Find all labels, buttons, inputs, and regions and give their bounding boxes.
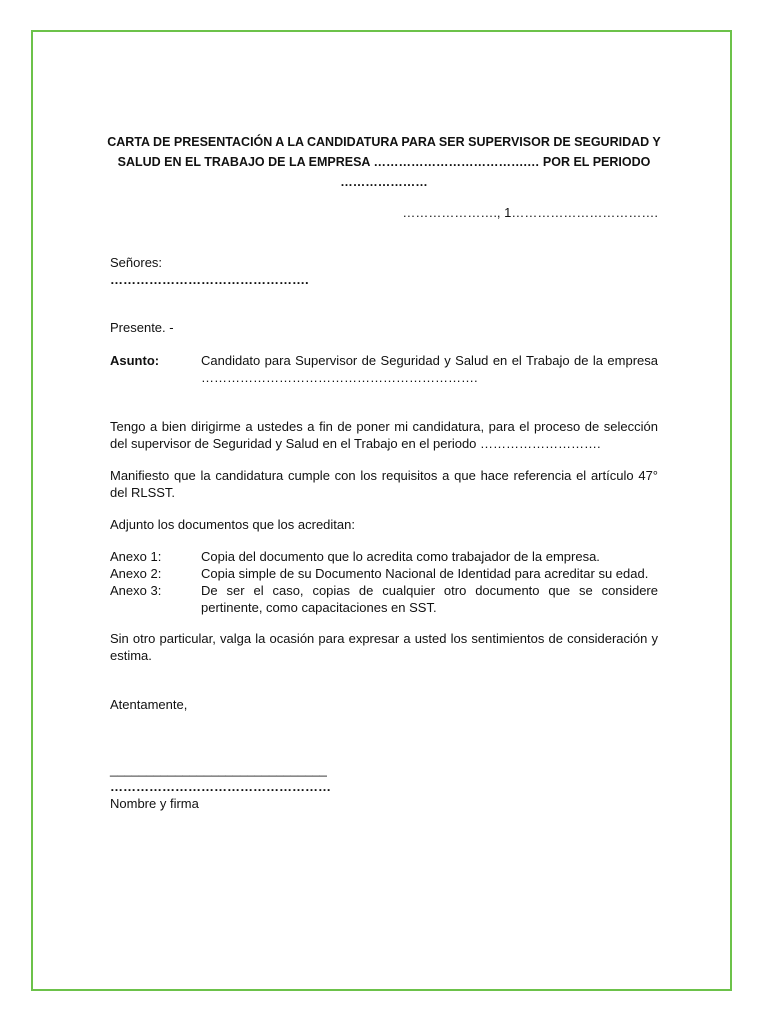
annex-text: De ser el caso, copias de cualquier otro documento que se considere pertinente, como capacitaciones en SST. [201, 583, 658, 615]
title-line-1: CARTA DE PRESENTACIÓN A LA CANDIDATURA PARA SER SUPERVISOR DE SEGURIDAD Y [107, 135, 661, 149]
subject-label: Asunto: [110, 353, 160, 368]
annex-item [110, 565, 658, 582]
annex-text: Copia del documento que lo acredita como trabajador de la empresa. [201, 549, 600, 564]
letter-title [100, 132, 668, 192]
annex-list [110, 548, 658, 616]
annex-item [110, 548, 658, 565]
paragraph-requirements: Manifiesto que la candidatura cumple con los requisitos a que hace referencia el artículo 47° del RLSST. [110, 468, 658, 500]
signature-block [110, 761, 658, 812]
recipient-block [110, 254, 658, 288]
annex-label: Anexo 1: [110, 549, 162, 564]
signoff: Atentamente, [110, 697, 188, 712]
signature-line: ______________________________ [110, 762, 327, 777]
presente-line: Presente. - [110, 320, 174, 335]
closing-paragraph: Sin otro particular, valga la ocasión para expresar a usted los sentimientos de consideración y estima. [110, 631, 658, 663]
subject-block [110, 352, 658, 386]
annex-text: Copia simple de su Documento Nacional de Identidad para acreditar su edad. [201, 566, 649, 581]
annex-label: Anexo 2: [110, 566, 162, 581]
salutation: Señores: [110, 255, 163, 270]
signature-dots: …………………………………………… [110, 779, 331, 794]
subject-text: Candidato para Supervisor de Seguridad y Salud en el Trabajo de la empresa ………………………………………………………. [201, 353, 658, 385]
paragraph-attachments: Adjunto los documentos que los acreditan: [110, 517, 355, 532]
title-line-2: SALUD EN EL TRABAJO DE LA EMPRESA ……………………………….… POR EL PERIODO ………………… [117, 155, 651, 189]
paragraph-candidacy: Tengo a bien dirigirme a ustedes a fin de poner mi candidatura, para el proceso de selección del supervisor de Seguridad y Salud en el Trabajo en el periodo ………………………. [110, 419, 658, 451]
annex-label: Anexo 3: [110, 583, 162, 598]
annex-item [110, 582, 658, 616]
place-date: …………………., 1……………………………. [402, 205, 658, 220]
recipient-name-blank: ………………………………………. [110, 272, 309, 287]
signature-label: Nombre y firma [110, 796, 199, 811]
